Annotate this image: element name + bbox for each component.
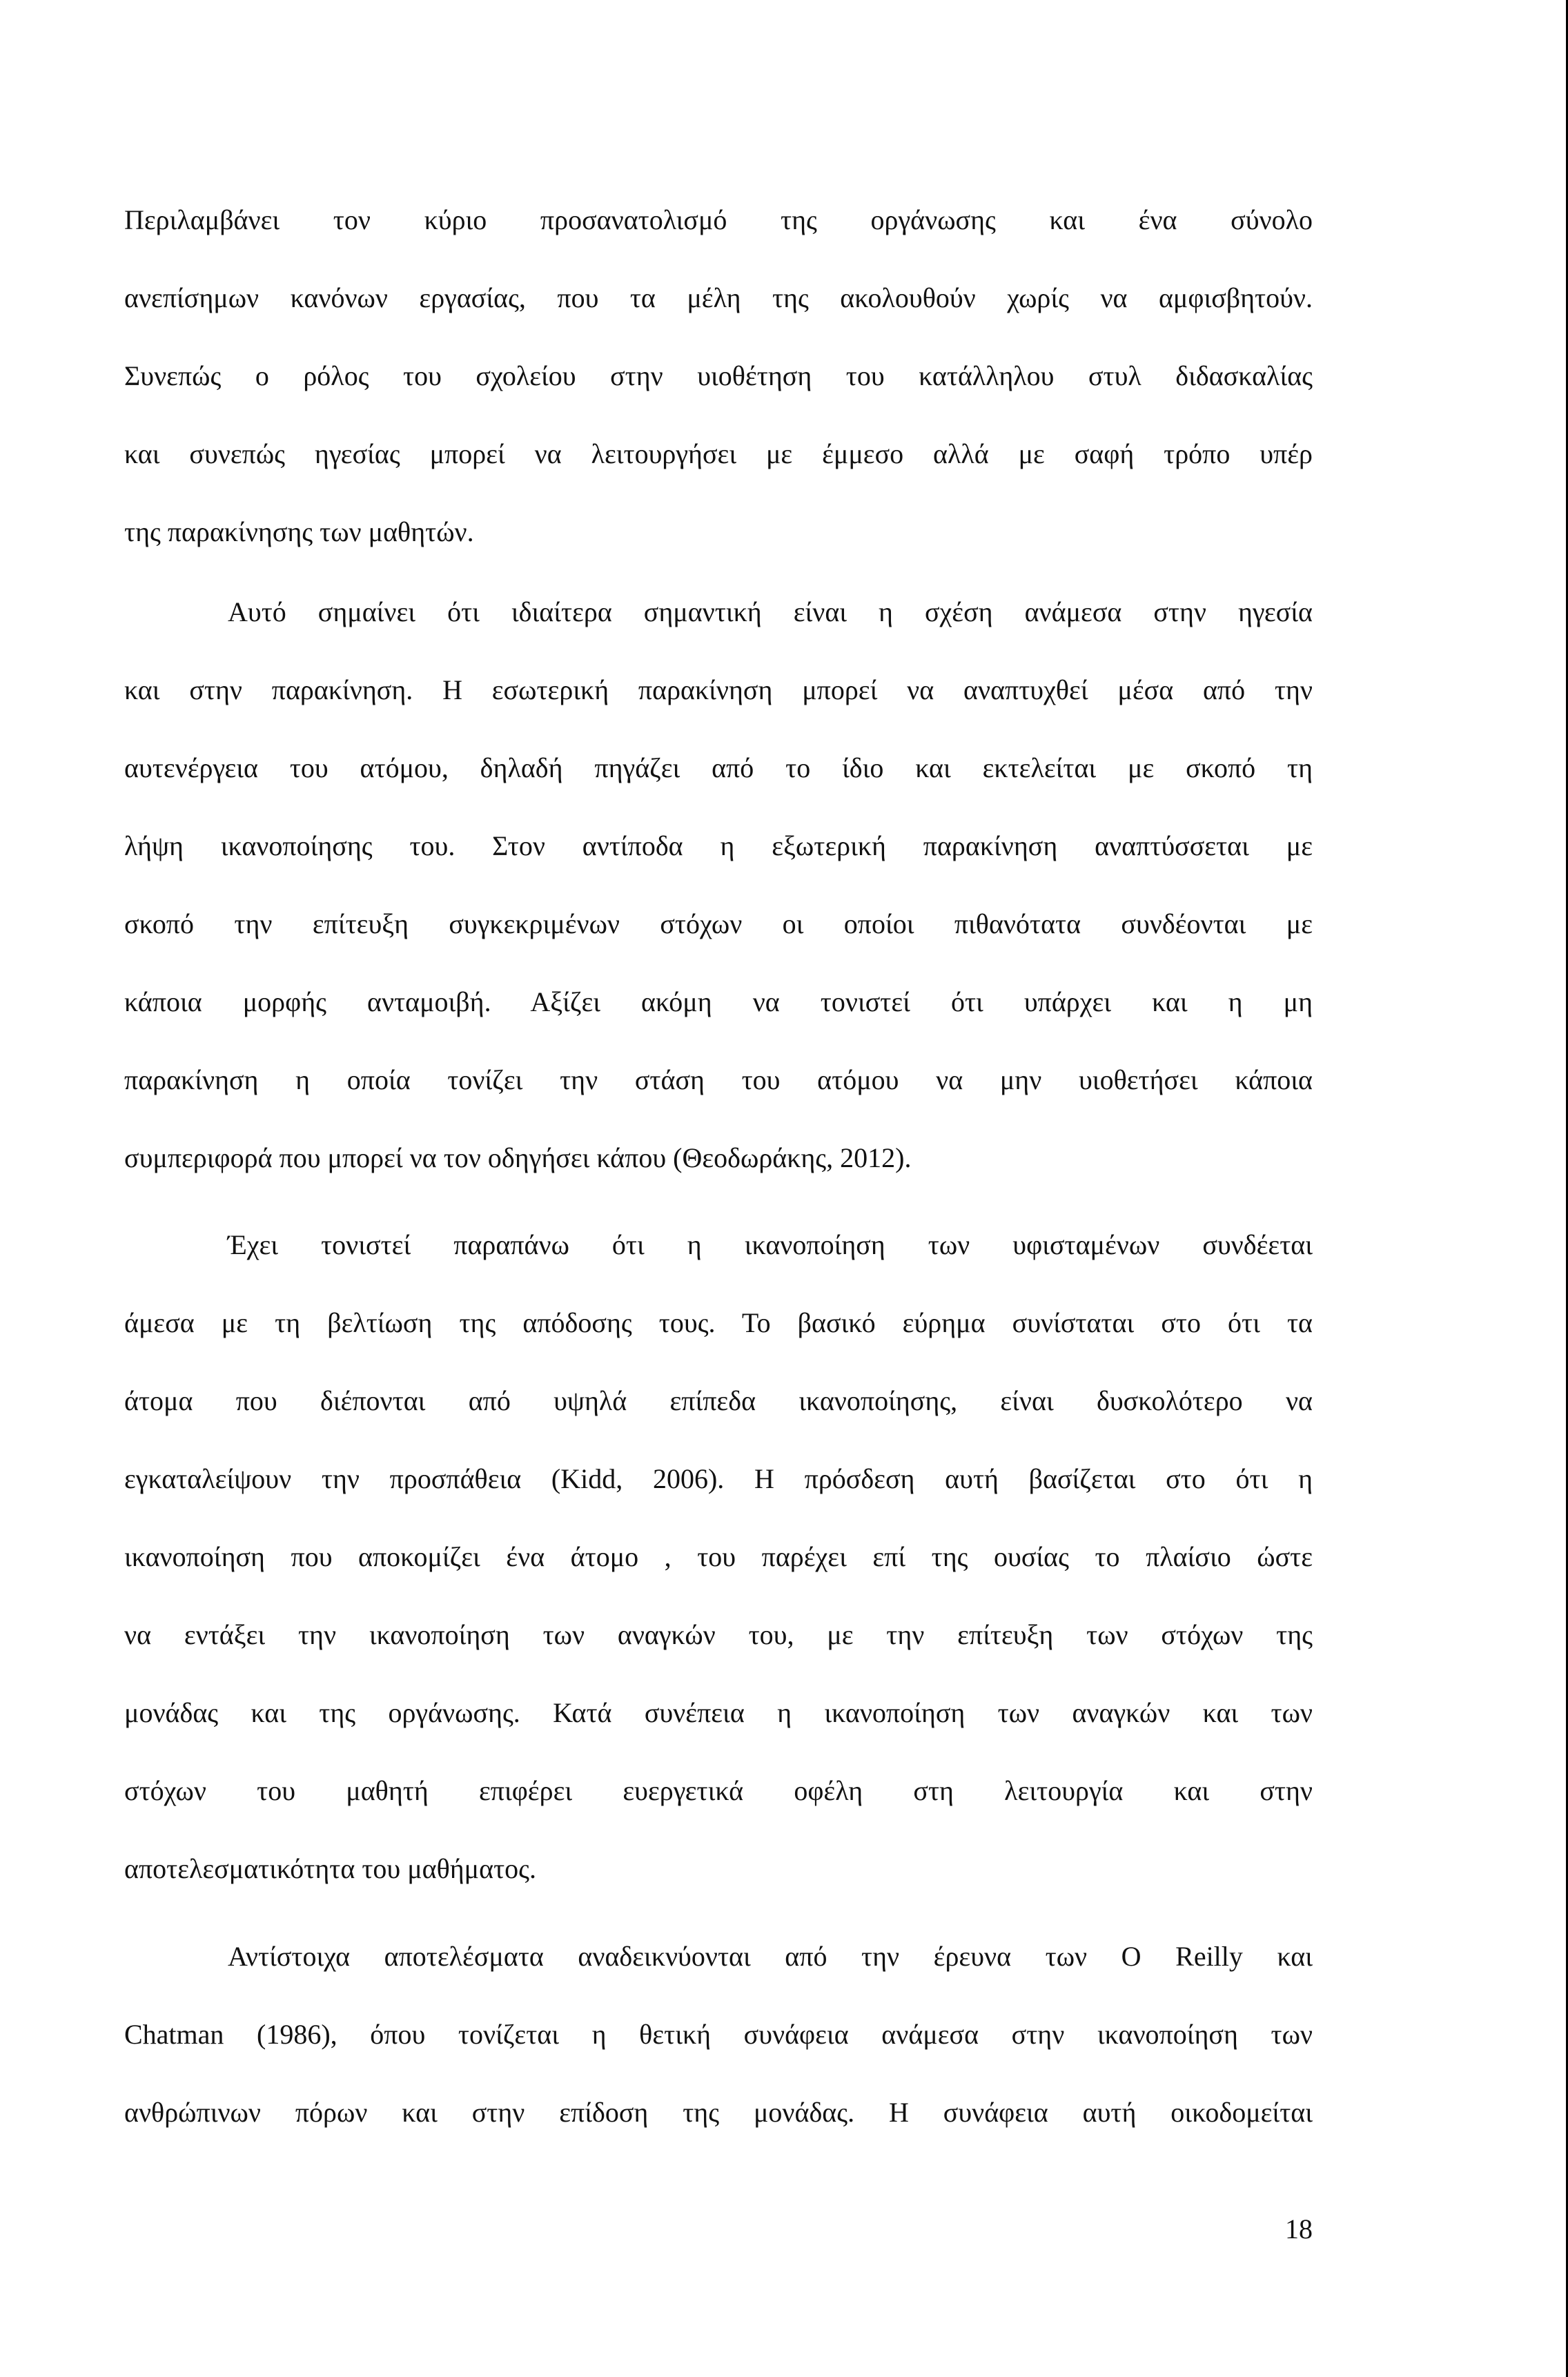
text-line: στόχων του μαθητή επιφέρει ευεργετικά οφέλη στη λειτουργία και στην <box>124 1775 1313 1806</box>
text-line: να εντάξει την ικανοποίηση των αναγκών του, με την επίτευξη των στόχων της <box>124 1619 1313 1650</box>
text-line: της παρακίνησης των μαθητών. <box>124 516 474 547</box>
text-line: παρακίνηση η οποία τονίζει την στάση του ατόμου να μην υιοθετήσει κάποια <box>124 1064 1313 1095</box>
text-line: άτομα που διέπονται από υψηλά επίπεδα ικανοποίησης, είναι δυσκολότερο να <box>124 1385 1313 1416</box>
text-line: συμπεριφορά που μπορεί να τον οδηγήσει κάπου (Θεοδωράκης, 2012). <box>124 1142 912 1173</box>
text-line: Έχει τονιστεί παραπάνω ότι η ικανοποίηση των υφισταμένων συνδέεται <box>228 1229 1313 1260</box>
paragraph-2 <box>124 573 1313 1197</box>
text-line: ικανοποίηση που αποκομίζει ένα άτομο , του παρέχει επί της ουσίας το πλαίσιο ώστε <box>124 1541 1313 1572</box>
text-line: σκοπό την επίτευξη συγκεκριμένων στόχων οι οποίοι πιθανότατα συνδέονται με <box>124 908 1313 939</box>
text-line: εγκαταλείψουν την προσπάθεια (Kidd, 2006). Η πρόσδεση αυτή βασίζεται στο ότι η <box>124 1463 1313 1494</box>
text-line: αποτελεσματικότητα του μαθήματος. <box>124 1853 536 1884</box>
text-line: Περιλαμβάνει τον κύριο προσανατολισμό της οργάνωσης και ένα σύνολο <box>124 204 1313 235</box>
paragraph-1 <box>124 181 1313 571</box>
page-number: 18 <box>1285 2213 1313 2244</box>
text-line: κάποια μορφής ανταμοιβή. Αξίζει ακόμη να τονιστεί ότι υπάρχει και η μη <box>124 986 1313 1017</box>
text-line: Αντίστοιχα αποτελέσματα αναδεικνύονται από την έρευνα των O Reilly και <box>228 1941 1313 1972</box>
text-line: αυτενέργεια του ατόμου, δηλαδή πηγάζει από το ίδιο και εκτελείται με σκοπό τη <box>124 752 1313 783</box>
text-line: ανεπίσημων κανόνων εργασίας, που τα μέλη της ακολουθούν χωρίς να αμφισβητούν. <box>124 282 1313 313</box>
text-line: και στην παρακίνηση. Η εσωτερική παρακίνηση μπορεί να αναπτυχθεί μέσα από την <box>124 674 1313 705</box>
text-line: ανθρώπινων πόρων και στην επίδοση της μονάδας. Η συνάφεια αυτή οικοδομείται <box>124 2097 1313 2128</box>
text-line: μονάδας και της οργάνωσης. Κατά συνέπεια η ικανοποίηση των αναγκών και των <box>124 1697 1313 1728</box>
text-line: άμεσα με τη βελτίωση της απόδοσης τους. Το βασικό εύρημα συνίσταται στο ότι τα <box>124 1307 1313 1338</box>
text-line: και συνεπώς ηγεσίας μπορεί να λειτουργήσει με έμμεσο αλλά με σαφή τρόπο υπέρ <box>124 438 1313 469</box>
text-line: Αυτό σημαίνει ότι ιδιαίτερα σημαντική είναι η σχέση ανάμεσα στην ηγεσία <box>228 596 1313 627</box>
paragraph-3 <box>124 1206 1313 1908</box>
text-line: λήψη ικανοποίησης του. Στον αντίποδα η εξωτερική παρακίνηση αναπτύσσεται με <box>124 830 1313 861</box>
text-line: Συνεπώς ο ρόλος του σχολείου στην υιοθέτηση του κατάλληλου στυλ διδασκαλίας <box>124 360 1313 391</box>
text-line: Chatman (1986), όπου τονίζεται η θετική συνάφεια ανάμεσα στην ικανοποίηση των <box>124 2019 1313 2050</box>
paragraph-4 <box>124 1917 1313 2151</box>
